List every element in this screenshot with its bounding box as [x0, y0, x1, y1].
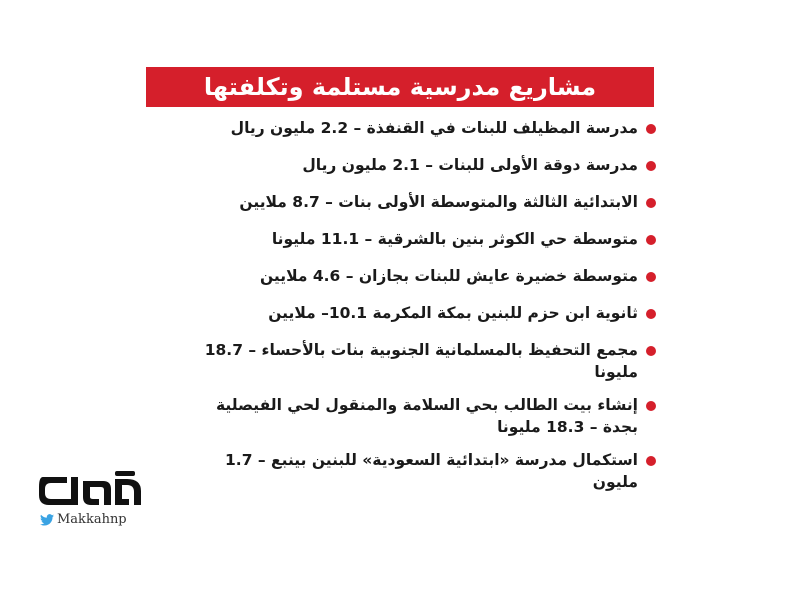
- project-list: [180, 117, 656, 508]
- logo-wordmark-graphic: [37, 469, 145, 509]
- list-item-text: متوسطة حي الكوثر بنين بالشرقية – 11.1 مليونا: [271, 230, 638, 248]
- page-title: مشاريع مدرسية مستلمة وتكلفتها: [203, 73, 597, 101]
- list-item-text: إنشاء بيت الطالب بحي السلامة والمنقول لحي الفيصلية بجدة – 18.3 مليونا: [215, 396, 638, 436]
- list-item-text: متوسطة خضيرة عايش للبنات بجازان – 4.6 ملايين: [259, 267, 638, 285]
- list-item-text: استكمال مدرسة «ابتدائية السعودية» للبنين بينبع – 1.7 مليون: [225, 451, 638, 491]
- bullet-icon: [646, 161, 656, 171]
- bullet-icon: [646, 346, 656, 356]
- list-item-text: الابتدائية الثالثة والمتوسطة الأولى بنات – 8.7 ملايين: [239, 193, 638, 211]
- logo-wordmark: [36, 468, 146, 510]
- bullet-icon: [646, 272, 656, 282]
- title-banner: [146, 67, 654, 107]
- twitter-bird-icon: [40, 514, 54, 526]
- bullet-icon: [646, 309, 656, 319]
- list-item: [180, 449, 656, 493]
- list-item-text: مجمع التحفيظ بالمسلمانية الجنوبية بنات بالأحساء – 18.7 مليونا: [204, 341, 638, 381]
- list-item: [180, 228, 656, 250]
- list-item-text: مدرسة المظيلف للبنات في القنفذة – 2.2 مليون ريال: [230, 119, 638, 137]
- list-item: [180, 265, 656, 287]
- list-item-text: مدرسة دوقة الأولى للبنات – 2.1 مليون ريال: [302, 156, 638, 174]
- list-item: [180, 154, 656, 176]
- list-item: [180, 339, 656, 383]
- bullet-icon: [646, 456, 656, 466]
- bullet-icon: [646, 401, 656, 411]
- twitter-handle: [40, 512, 127, 527]
- bullet-icon: [646, 235, 656, 245]
- handle-text: Makkahnp: [57, 512, 127, 527]
- bullet-icon: [646, 124, 656, 134]
- list-item: [180, 302, 656, 324]
- makkah-logo: [36, 468, 146, 530]
- list-item: [180, 117, 656, 139]
- bullet-icon: [646, 198, 656, 208]
- list-item: [180, 191, 656, 213]
- list-item: [180, 394, 656, 438]
- list-item-text: ثانوية ابن حزم للبنين بمكة المكرمة 10.1– ملايين: [268, 304, 638, 322]
